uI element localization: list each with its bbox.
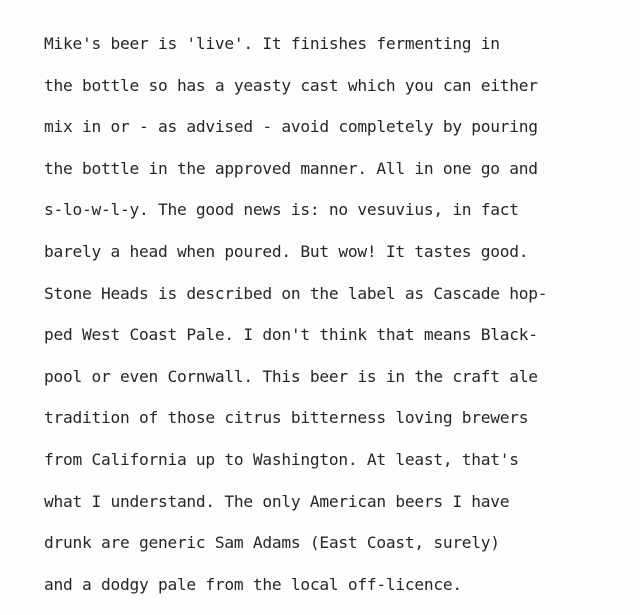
- text-line: what I understand. The only American beers I have: [44, 491, 510, 511]
- text-line: ped West Coast Pale. I don't think that means Black-: [44, 325, 538, 345]
- document-body: [44, 29, 547, 611]
- text-line: from California up to Washington. At least, that's: [44, 449, 519, 469]
- text-line: and a dodgy pale from the local off-licence.: [44, 574, 462, 594]
- text-line: the bottle in the approved manner. All in one go and: [44, 158, 538, 178]
- text-line: pool or even Cornwall. This beer is in the craft ale: [44, 366, 538, 386]
- text-line: the bottle so has a yeasty cast which you can either: [44, 75, 538, 95]
- text-line: Mike's beer is 'live'. It finishes fermenting in: [44, 34, 500, 53]
- text-line: Stone Heads is described on the label as Cascade hop-: [44, 283, 548, 303]
- text-line: s-lo-w-l-y. The good news is: no vesuvius, in fact: [44, 200, 519, 220]
- text-line: barely a head when poured. But wow! It tastes good.: [44, 241, 529, 261]
- text-line: tradition of those citrus bitterness loving brewers: [44, 408, 529, 428]
- text-line: drunk are generic Sam Adams (East Coast, surely): [44, 533, 500, 553]
- text-line: mix in or - as advised - avoid completely by pouring: [44, 117, 538, 137]
